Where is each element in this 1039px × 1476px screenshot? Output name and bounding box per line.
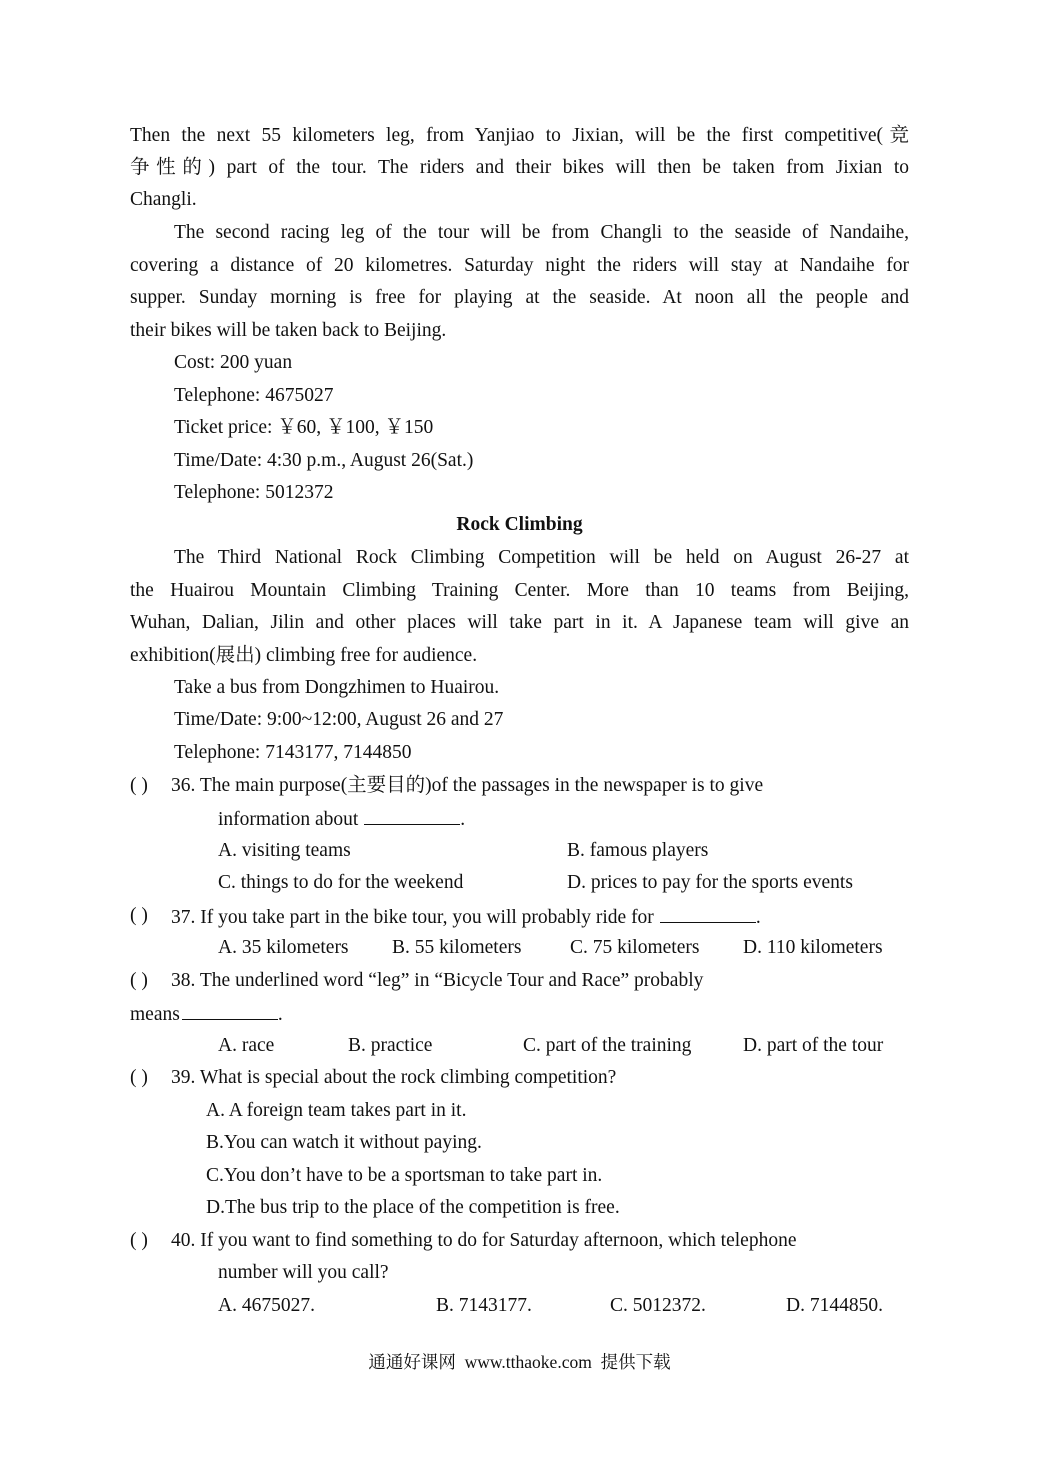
bike-paragraph-2-line-3: supper. Sunday morning is free for playing at the seaside. At noon all the people and	[130, 287, 909, 308]
answer-blank-37	[660, 904, 756, 923]
option-39-c: C.You don’t have to be a sportsman to take part in.	[206, 1165, 603, 1186]
option-37-c: C. 75 kilometers	[570, 937, 700, 958]
option-38-b: B. practice	[348, 1035, 433, 1056]
bike-paragraph-2-line-1: The second racing leg of the tour will be from Changli to the seaside of Nandaihe,	[174, 222, 909, 243]
bike-cost: Cost: 200 yuan	[174, 352, 293, 373]
option-38-c: C. part of the training	[523, 1035, 692, 1056]
bike-paragraph-1-line-2: 争性的) part of the tour. The riders and their bikes will then be taken from Jixian to	[130, 157, 909, 178]
answer-blank-36	[364, 806, 460, 825]
ticket-price: Ticket price: ￥60, ￥100, ￥150	[174, 417, 434, 438]
event-time-date: Time/Date: 4:30 p.m., August 26(Sat.)	[174, 450, 474, 471]
answer-paren-37: ( )	[130, 905, 148, 926]
rock-paragraph-line-4: exhibition(展出) climbing free for audience.	[130, 645, 478, 666]
bike-paragraph-2-line-2: covering a distance of 20 kilometres. Saturday night the riders will stay at Nandaihe for	[130, 255, 909, 276]
answer-paren-39: ( )	[130, 1067, 148, 1088]
rock-paragraph-line-2: the Huairou Mountain Climbing Training Center. More than 10 teams from Beijing,	[130, 580, 909, 601]
event-telephone: Telephone: 5012372	[174, 482, 334, 503]
question-37-stem: 37. If you take part in the bike tour, you will probably ride for .	[171, 904, 761, 930]
option-37-a: A. 35 kilometers	[218, 937, 349, 958]
rock-time-date: Time/Date: 9:00~12:00, August 26 and 27	[174, 709, 504, 730]
question-38-stem-cont: means .	[130, 1001, 283, 1027]
option-40-b: B. 7143177.	[436, 1295, 532, 1316]
option-37-d: D. 110 kilometers	[743, 937, 883, 958]
page-footer: 通通好课网 www.tthaoke.com 提供下载	[368, 1352, 671, 1372]
question-38-stem: 38. The underlined word “leg” in “Bicycle Tour and Race” probably	[171, 970, 704, 991]
rock-paragraph-line-1: The Third National Rock Climbing Competition will be held on August 26-27 at	[174, 547, 909, 568]
question-36-stem: 36. The main purpose(主要目的)of the passages in the newspaper is to give	[171, 775, 764, 796]
question-39-stem: 39. What is special about the rock climbing competition?	[171, 1067, 617, 1088]
answer-blank-38	[182, 1001, 278, 1020]
option-36-a: A. visiting teams	[218, 840, 351, 861]
option-40-d: D. 7144850.	[786, 1295, 883, 1316]
rock-bus-info: Take a bus from Dongzhimen to Huairou.	[174, 677, 500, 698]
option-38-a: A. race	[218, 1035, 275, 1056]
bike-paragraph-1-line-1: Then the next 55 kilometers leg, from Yanjiao to Jixian, will be the first competitive(竞	[130, 125, 909, 146]
option-36-b: B. famous players	[567, 840, 709, 861]
rock-telephone: Telephone: 7143177, 7144850	[174, 742, 412, 763]
option-40-a: A. 4675027.	[218, 1295, 315, 1316]
option-39-a: A. A foreign team takes part in it.	[206, 1100, 467, 1121]
section-title-rock-climbing: Rock Climbing	[456, 514, 583, 535]
option-39-d: D.The bus trip to the place of the competition is free.	[206, 1197, 620, 1218]
answer-paren-38: ( )	[130, 970, 148, 991]
bike-paragraph-2-line-4: their bikes will be taken back to Beijing.	[130, 320, 447, 341]
option-40-c: C. 5012372.	[610, 1295, 706, 1316]
answer-paren-40: ( )	[130, 1230, 148, 1251]
answer-paren-36: ( )	[130, 775, 148, 796]
option-39-b: B.You can watch it without paying.	[206, 1132, 482, 1153]
rock-paragraph-line-3: Wuhan, Dalian, Jilin and other places will take part in it. A Japanese team will give an	[130, 612, 909, 633]
option-38-d: D. part of the tour	[743, 1035, 884, 1056]
question-40-stem: 40. If you want to find something to do for Saturday afternoon, which telephone	[171, 1230, 797, 1251]
bike-paragraph-1-line-3: Changli.	[130, 189, 197, 210]
option-37-b: B. 55 kilometers	[392, 937, 522, 958]
bike-telephone: Telephone: 4675027	[174, 385, 334, 406]
option-36-d: D. prices to pay for the sports events	[567, 872, 853, 893]
question-40-stem-cont: number will you call?	[218, 1262, 389, 1283]
question-36-stem-cont: information about .	[218, 806, 465, 832]
option-36-c: C. things to do for the weekend	[218, 872, 464, 893]
